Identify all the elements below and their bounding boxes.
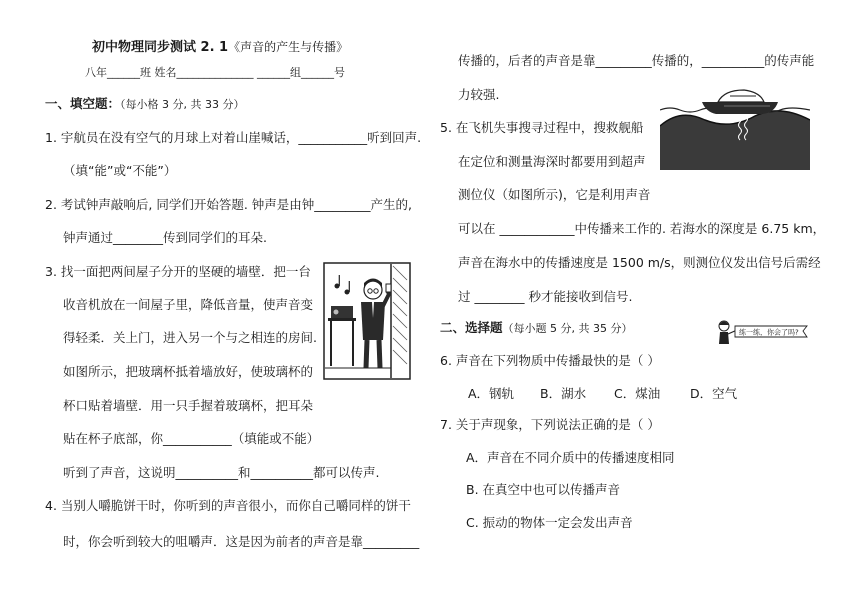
title-main: 初中物理同步测试 2. 1 bbox=[92, 40, 229, 55]
student-info-line: 八年______班 姓名______________ ______组______号 bbox=[85, 66, 345, 79]
ship bbox=[702, 90, 778, 114]
q4-line-1: 4. 当别人嚼脆饼干时，你听到的声音很小，而你自己嚼同样的饼干 bbox=[45, 498, 411, 513]
section-title: 二、选择题 bbox=[440, 320, 503, 335]
q1-line-2: （填“能”或“不能”） bbox=[63, 163, 177, 178]
practice-cartoon bbox=[715, 318, 810, 346]
section-fill-in-heading bbox=[45, 94, 245, 115]
q2-line-1: 2. 考试钟声敲响后, 同学们开始答题. 钟声是由钟_________产生的, bbox=[45, 197, 413, 212]
q5-line-2: 在定位和测量海深时都要用到超声 bbox=[458, 154, 646, 169]
sonar-ship-illustration bbox=[660, 86, 810, 170]
section-title: 一、填空题： bbox=[45, 96, 121, 111]
section-scoring: （每小题 5 分, 共 35 分） bbox=[502, 322, 633, 335]
cartoon-figure bbox=[719, 321, 737, 344]
q7-option-b: B. 在真空中也可以传播声音 bbox=[466, 482, 621, 497]
q7-option-a: A．声音在不同介质中的传播速度相同 bbox=[466, 450, 675, 465]
sea-bed bbox=[660, 111, 810, 170]
q2-line-2: 钟声通过________传到同学们的耳朵. bbox=[63, 230, 267, 245]
q7-option-c: C. 振动的物体一定会发出声音 bbox=[466, 515, 633, 530]
q3-line-4: 如图所示，把玻璃杯抵着墙放好，使玻璃杯的 bbox=[63, 364, 314, 379]
q3-line-1: 3. 找一面把两间屋子分开的坚硬的墙壁．把一台 bbox=[45, 264, 311, 279]
q3-line-7: 听到了声音，这说明__________和__________都可以传声. bbox=[63, 465, 380, 480]
page-title bbox=[92, 37, 348, 58]
section-scoring: （每小格 3 分, 共 33 分） bbox=[120, 98, 245, 111]
q7-stem: 7. 关于声现象，下列说法正确的是（ ） bbox=[440, 417, 660, 432]
q3-line-5: 杯口贴着墙壁．用一只手握着玻璃杯，把耳朵 bbox=[63, 398, 314, 413]
banner-text: 练一练，你会了吗? bbox=[739, 328, 799, 337]
q5-line-5: 声音在海水中的传播速度是 1500 m/s，则测位仪发出信号后需经 bbox=[458, 255, 821, 270]
q4-line-2: 时，你会听到较大的咀嚼声．这是因为前者的声音是靠_________ bbox=[63, 534, 420, 549]
q5-line-6: 过 ________ 秒才能接收到信号. bbox=[458, 289, 633, 304]
q1-line-1: 1. 宇航员在没有空气的月球上对着山崖喊话，___________听到回声. bbox=[45, 130, 422, 145]
q6-option-b: B．湖水 bbox=[540, 386, 587, 401]
q3-line-2: 收音机放在一间屋子里，降低音量，使声音变 bbox=[63, 297, 314, 312]
q4-line-3: 传播的，后者的声音是靠_________传播的，__________的传声能 bbox=[458, 53, 815, 68]
title-sub: 《声音的产生与传播》 bbox=[228, 40, 349, 54]
glass-on-wall-illustration bbox=[323, 262, 411, 380]
q5-line-1: 5. 在飞机失事搜寻过程中，搜救舰船 bbox=[440, 120, 644, 135]
q6-option-c: C．煤油 bbox=[614, 386, 661, 401]
q5-line-4: 可以在 ____________中传播来工作的. 若海水的深度是 6.75 km， bbox=[458, 221, 826, 236]
q6-stem: 6. 声音在下列物质中传播最快的是（ ） bbox=[440, 353, 660, 368]
q3-line-6: 贴在杯子底部，你___________（填能或不能） bbox=[63, 431, 320, 446]
q5-line-3: 测位仪（如图所示)，它是利用声音 bbox=[458, 187, 651, 202]
section-choice-heading bbox=[440, 318, 633, 339]
q3-line-3: 得轻柔．关上门，进入另一个与之相连的房间. bbox=[63, 330, 317, 345]
q6-option-a: A．钢轨 bbox=[468, 386, 515, 401]
q4-line-4: 力较强. bbox=[458, 87, 500, 102]
q6-option-d: D．空气 bbox=[690, 386, 738, 401]
